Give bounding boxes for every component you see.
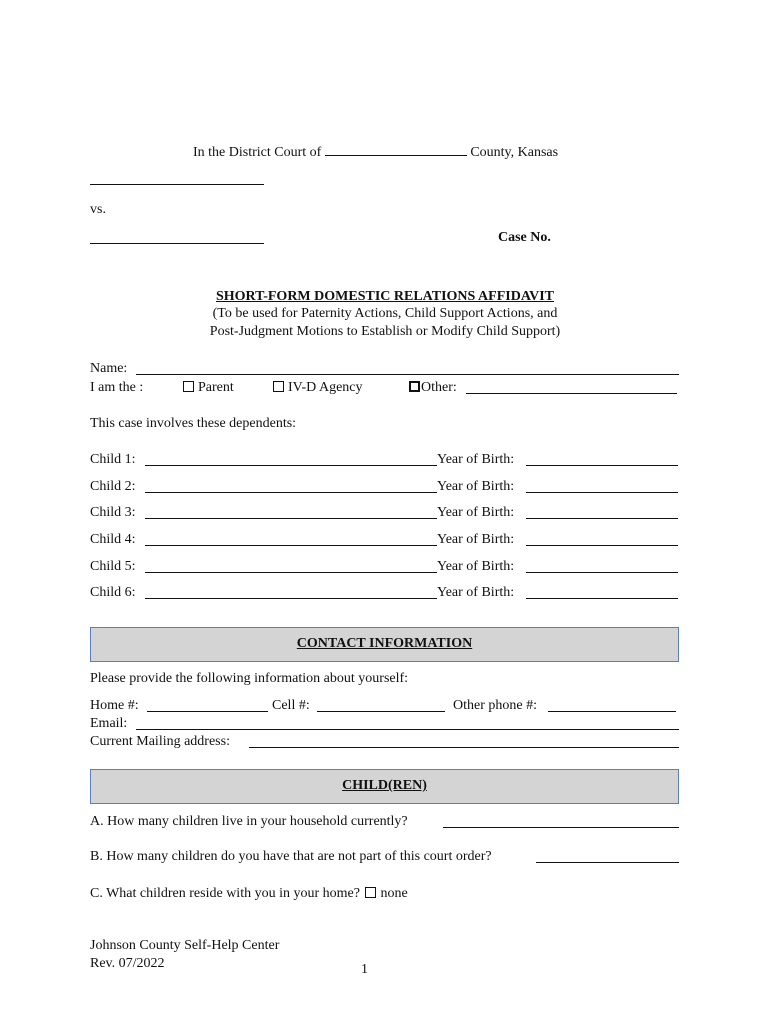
iam-label: I am the : <box>90 380 144 395</box>
form-subtitle-2: Post-Judgment Motions to Establish or Modify Child Support) <box>209 324 561 339</box>
child-name-field[interactable] <box>145 518 437 519</box>
contact-intro: Please provide the following information about yourself: <box>90 671 409 686</box>
yob-label: Year of Birth: <box>437 505 515 520</box>
mailing-address-field[interactable] <box>249 747 679 748</box>
yob-field[interactable] <box>526 545 678 546</box>
other-checkbox[interactable] <box>409 381 420 392</box>
other-option[interactable] <box>409 380 457 396</box>
question-b: B. How many children do you have that are not part of this court order? <box>90 849 492 864</box>
child-label: Child 1: <box>90 452 136 467</box>
child-row <box>90 585 679 603</box>
child-name-field[interactable] <box>145 492 437 493</box>
mailing-label: Current Mailing address: <box>90 734 230 749</box>
yob-label: Year of Birth: <box>437 559 515 574</box>
child-label: Child 2: <box>90 479 136 494</box>
home-label: Home #: <box>90 698 139 713</box>
child-label: Child 4: <box>90 532 136 547</box>
ivd-option[interactable] <box>273 380 363 396</box>
question-c-line <box>90 886 408 902</box>
email-field[interactable] <box>136 729 679 730</box>
question-a-field[interactable] <box>443 827 679 828</box>
name-label: Name: <box>90 361 128 376</box>
vs-label: vs. <box>90 202 106 217</box>
parent-option[interactable] <box>183 380 234 396</box>
footer-rev: Rev. 07/2022 <box>90 956 165 971</box>
petitioner-field[interactable] <box>90 184 264 185</box>
county-field[interactable] <box>325 141 467 156</box>
child-row <box>90 479 679 497</box>
yob-label: Year of Birth: <box>437 452 515 467</box>
child-row <box>90 452 679 470</box>
yob-field[interactable] <box>526 492 678 493</box>
parent-checkbox[interactable] <box>183 381 194 392</box>
question-c: C. What children reside with you in your home? <box>90 886 360 901</box>
yob-field[interactable] <box>526 598 678 599</box>
question-a: A. How many children live in your household currently? <box>90 814 408 829</box>
yob-label: Year of Birth: <box>437 479 515 494</box>
other-phone-label: Other phone #: <box>453 698 537 713</box>
child-row <box>90 559 679 577</box>
court-line <box>193 141 558 161</box>
child-row <box>90 505 679 523</box>
yob-field[interactable] <box>526 465 678 466</box>
ivd-label: IV-D Agency <box>288 380 363 395</box>
child-name-field[interactable] <box>145 545 437 546</box>
form-subtitle-1: (To be used for Paternity Actions, Child Support Actions, and <box>212 306 558 321</box>
none-checkbox[interactable] <box>365 887 376 898</box>
other-phone-field[interactable] <box>548 711 676 712</box>
yob-label: Year of Birth: <box>437 585 515 600</box>
name-field[interactable] <box>136 374 679 375</box>
child-label: Child 5: <box>90 559 136 574</box>
child-name-field[interactable] <box>145 572 437 573</box>
page-number: 1 <box>361 962 368 977</box>
child-label: Child 3: <box>90 505 136 520</box>
cell-phone-field[interactable] <box>317 711 445 712</box>
cell-label: Cell #: <box>272 698 310 713</box>
none-label: none <box>380 886 408 901</box>
dependents-intro: This case involves these dependents: <box>90 416 297 431</box>
child-row <box>90 532 679 550</box>
parent-label: Parent <box>198 380 234 395</box>
ivd-checkbox[interactable] <box>273 381 284 392</box>
other-label: Other: <box>421 380 457 395</box>
home-phone-field[interactable] <box>147 711 268 712</box>
children-heading: CHILD(REN) <box>342 778 427 793</box>
yob-field[interactable] <box>526 518 678 519</box>
child-label: Child 6: <box>90 585 136 600</box>
contact-heading: CONTACT INFORMATION <box>296 636 473 651</box>
case-no-label: Case No. <box>498 230 551 245</box>
footer-org: Johnson County Self-Help Center <box>90 938 280 953</box>
yob-label: Year of Birth: <box>437 532 515 547</box>
other-field[interactable] <box>466 393 677 394</box>
children-section-header <box>90 769 679 804</box>
form-title: SHORT-FORM DOMESTIC RELATIONS AFFIDAVIT <box>215 289 555 304</box>
contact-section-header <box>90 627 679 662</box>
court-prefix: In the District Court of <box>193 145 322 160</box>
child-name-field[interactable] <box>145 465 437 466</box>
respondent-field[interactable] <box>90 243 264 244</box>
email-label: Email: <box>90 716 128 731</box>
yob-field[interactable] <box>526 572 678 573</box>
question-b-field[interactable] <box>536 862 679 863</box>
child-name-field[interactable] <box>145 598 437 599</box>
court-suffix: County, Kansas <box>470 145 559 160</box>
